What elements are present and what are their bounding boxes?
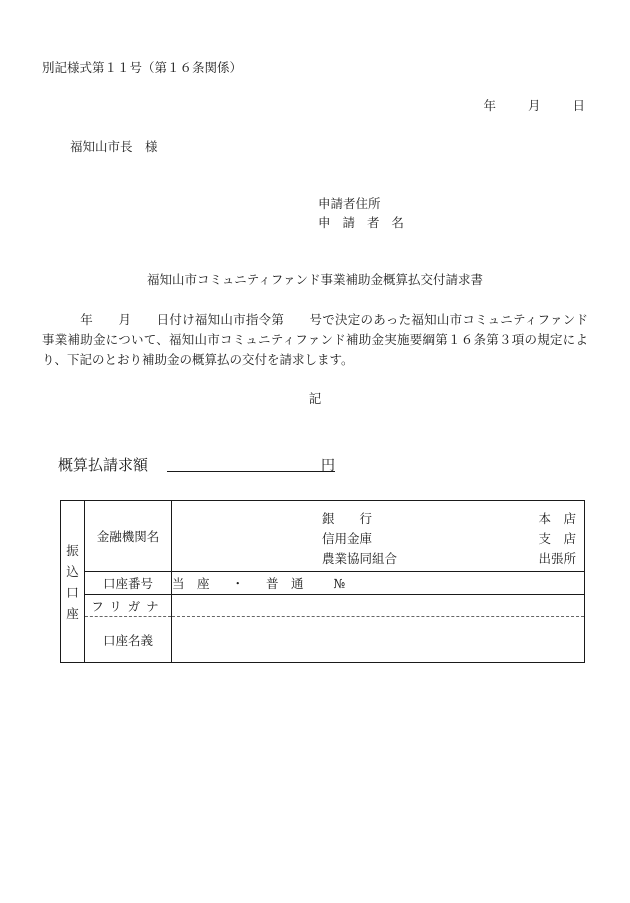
applicant-name-label: 申 請 者 名 bbox=[318, 215, 408, 230]
addressee: 福知山市長 様 bbox=[70, 139, 158, 154]
account-number-label: 口座番号 bbox=[85, 572, 172, 595]
institution-label: 金融機関名 bbox=[85, 501, 172, 572]
vertical-label-text: 振 込 口 座 bbox=[66, 542, 79, 621]
transfer-section-label bbox=[61, 501, 85, 663]
document-title: 福知山市コミュニティファンド事業補助金概算払交付請求書 bbox=[146, 272, 483, 287]
date-line bbox=[483, 96, 585, 114]
account-type-current: 当 座 bbox=[172, 576, 210, 591]
branch-types bbox=[538, 509, 576, 569]
body-text: 年 月 日付け福知山市指令第 号で決定のあった福知山市コミュニティファンド事業補助金について、福知山市コミュニティファンド補助金実施要綱第１６条第３項の規定により、下記のとおり補助金の概算払の交付を請求します。 bbox=[42, 312, 588, 367]
amount-field[interactable] bbox=[167, 455, 335, 472]
account-type-dot: ・ bbox=[231, 576, 245, 591]
institution-field[interactable] bbox=[172, 501, 585, 572]
institution-types bbox=[322, 509, 397, 569]
institution-type-shinkin: 信用金庫 bbox=[322, 531, 373, 546]
furigana-field[interactable] bbox=[172, 595, 585, 617]
applicant-address-label: 申請者住所 bbox=[318, 196, 381, 211]
date-year: 年 bbox=[483, 98, 496, 113]
amount-unit: 円 bbox=[321, 458, 335, 474]
account-holder-label: 口座名義 bbox=[85, 617, 172, 663]
institution-type-bank: 銀 行 bbox=[322, 511, 373, 526]
ki-heading: 記 bbox=[308, 391, 322, 406]
account-type-ordinary: 普 通 bbox=[266, 576, 304, 591]
date-day: 日 bbox=[572, 98, 585, 113]
form-number: 別記様式第１１号（第１６条関係） bbox=[42, 60, 243, 75]
amount-label: 概算払請求額 bbox=[58, 456, 149, 474]
branch-type-branch: 支 店 bbox=[538, 531, 576, 546]
furigana-label: フリガナ bbox=[85, 595, 172, 617]
branch-type-office: 出張所 bbox=[538, 551, 576, 566]
branch-type-main: 本 店 bbox=[538, 511, 576, 526]
account-number-field[interactable] bbox=[172, 572, 585, 595]
account-holder-field[interactable] bbox=[172, 617, 585, 663]
date-month: 月 bbox=[527, 98, 541, 113]
account-no-mark: № bbox=[333, 576, 346, 591]
institution-type-ja: 農業協同組合 bbox=[322, 551, 398, 566]
transfer-account-table bbox=[60, 500, 585, 663]
